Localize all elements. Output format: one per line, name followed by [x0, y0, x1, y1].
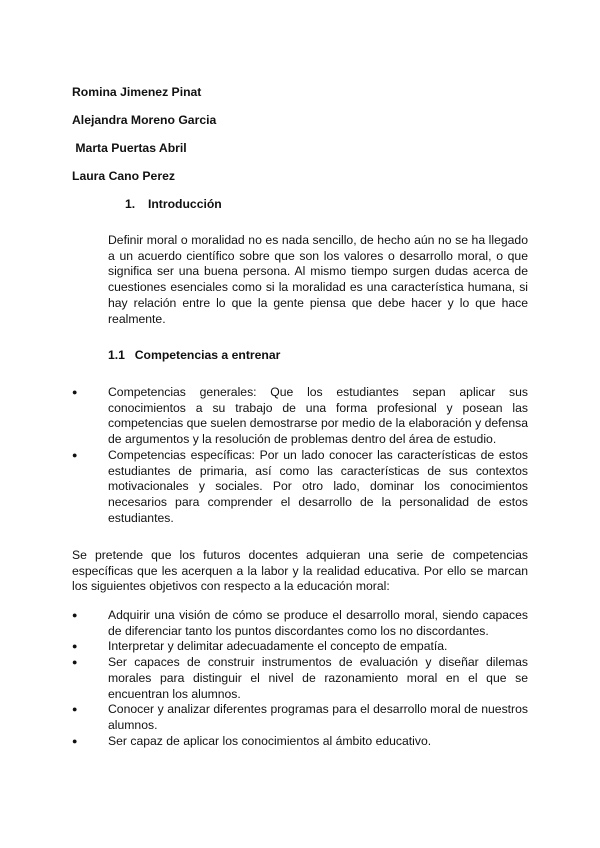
section-number: 1.1 [108, 348, 125, 362]
objectives-intro-paragraph: Se pretende que los futuros docentes adquieran una serie de competencias específicas que les acerquen a la labor y la realidad educativa. Por ello se marcan los siguientes objetivos con respecto a la educación moral: [72, 548, 528, 594]
author-name: Romina Jimenez Pinat [72, 85, 202, 99]
section-title: Introducción [147, 197, 222, 211]
list-item: ● Competencias generales: Que los estudiantes sepan aplicar sus conocimientos a su trabajo de una forma profesional y posean las competencias que suelen demostrarse por medio de la elaboración y defensa de argumentos y la resolución de problemas dentro del área de estudio. [89, 385, 528, 448]
list-item: ● Ser capaces de construir instrumentos de evaluación y diseñar dilemas morales para distinguir el nivel de razonamiento moral en el que se encuentran los alumnos. [89, 655, 528, 702]
list-item: ● Ser capaz de aplicar los conocimientos al ámbito educativo. [89, 734, 528, 750]
list-item: ● Adquirir una visión de cómo se produce el desarrollo moral, siendo capaces de diferenciar tanto los puntos discordantes como los no discordantes. [89, 608, 528, 639]
section-heading-competencias [108, 348, 280, 362]
list-item: ● Interpretar y delimitar adecuadamente el concepto de empatía. [89, 639, 528, 655]
list-item: ● Competencias específicas: Por un lado conocer las características de estos estudiantes de primaria, así como las características de sus contextos motivacionales y sociales. Por otro lado, dominar los conocimientos necesarios para comprender el desarrollo de la personalidad de estos estudiantes. [89, 448, 528, 527]
author-name: Marta Puertas Abril [72, 141, 187, 155]
intro-paragraph: Definir moral o moralidad no es nada sencillo, de hecho aún no se ha llegado a un acuerdo científico sobre que son los valores o desarrollo moral, o que significa ser una buena persona. Al mismo tiempo surgen dudas acerca de cuestiones esenciales como si la moralidad es una característica humana, si hay relación entre lo que la gente piensa que debe hacer y lo que hace realmente. [108, 233, 528, 326]
author-name: Alejandra Moreno Garcia [72, 113, 217, 127]
competencias-list [89, 385, 528, 526]
list-item: ● Conocer y analizar diferentes programas para el desarrollo moral de nuestros alumnos. [89, 702, 528, 733]
objectives-list [89, 608, 528, 749]
section-number: 1. [125, 197, 136, 211]
section-heading-introduccion [125, 197, 222, 211]
author-name: Laura Cano Perez [72, 169, 175, 183]
section-title: Competencias a entrenar [134, 348, 281, 362]
